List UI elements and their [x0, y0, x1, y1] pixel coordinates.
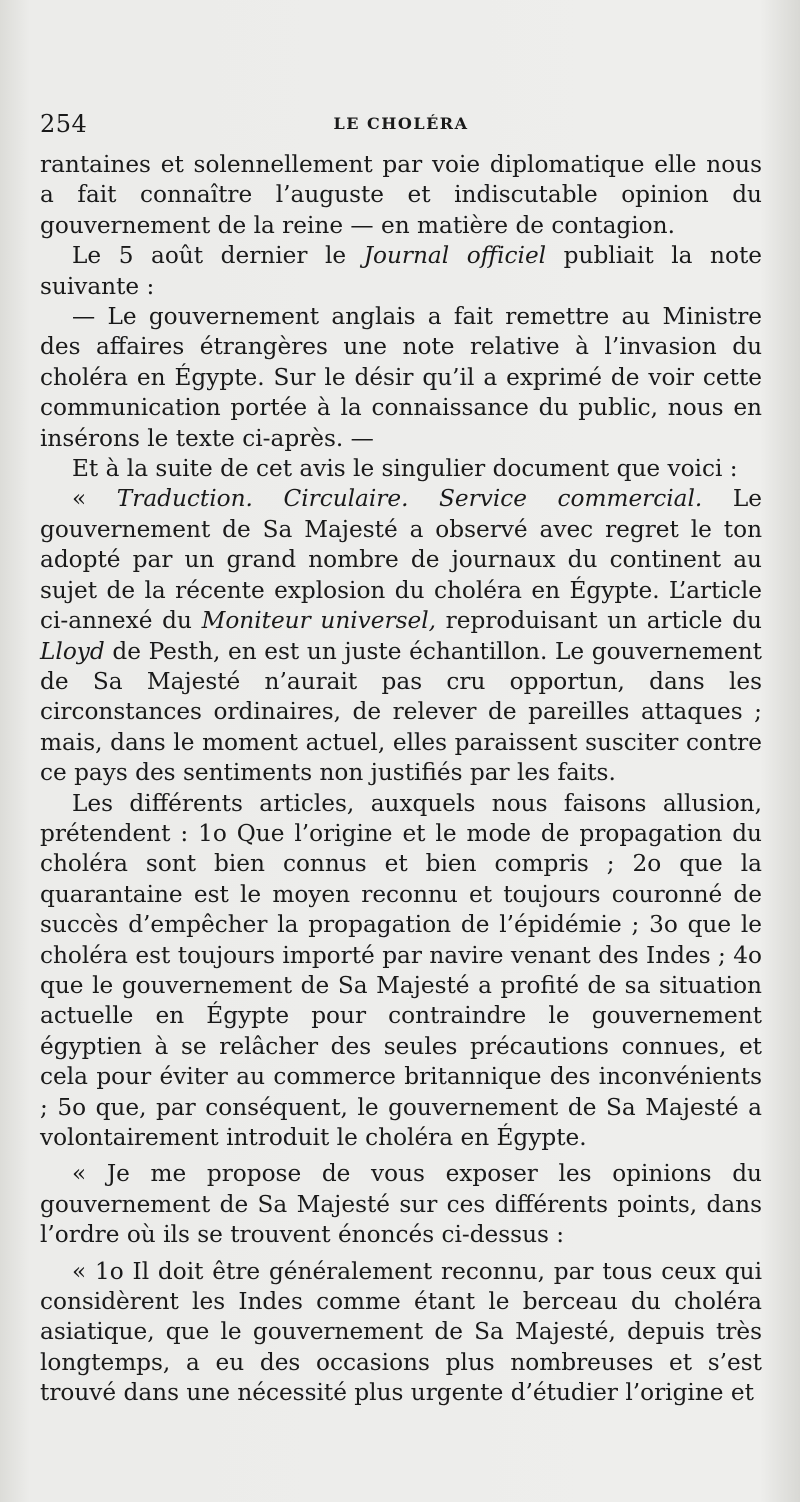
- text-run: Le 5 août dernier le: [72, 242, 364, 270]
- paragraph-continuation: rantaines et solennellement par voie diplomatique elle nous a fait connaître l’auguste et indiscutable opinion du gouvernement de la reine — en matière de contagion.: [40, 151, 762, 239]
- text-run: «: [72, 485, 117, 513]
- text-run: de Pesth, en est un juste échantillon. Le gouvernement de Sa Majesté n’aurait pas cru opportun, dans les circonstances ordinaires, de relever de pareilles attaques ; mais, dans le moment actuel, elles paraissent susciter contre ce pays des sentiments non justifiés par les faits.: [40, 637, 762, 787]
- paragraph-point-one: « 1o Il doit être généralement reconnu, par tous ceux qui considèrent les Indes comme étant le berceau du choléra asiatique, que le gouvernement de Sa Majesté, depuis très longtemps, a eu des occasions plus nombreuses et s’est trouvé dans une nécessité plus urgente d’étudier l’origine et: [40, 1257, 762, 1407]
- lloyd-title: Lloyd: [40, 637, 105, 665]
- page-number: 254: [40, 110, 88, 138]
- journal-title: Journal officiel: [363, 242, 547, 270]
- paragraph-note: — Le gouvernement anglais a fait remettre au Ministre des affaires étrangères une note relative à l’invasion du choléra en Égypte. Sur le désir qu’il a exprimé de voir cette communication portée à la connaissance du public, nous en insérons le texte ci-après. —: [40, 303, 762, 452]
- chapter-title: LE CHOLÉRA: [333, 114, 469, 133]
- paragraph-allegations: Les différents articles, auxquels nous faisons allusion, prétendent : 1o Que l’origine et le mode de propagation du choléra sont bien connus et bien compris ; 2o que la quarantaine est le moyen reconnu et toujours couronné de succès d’empêcher la propagation de l’épidémie ; 3o que le choléra est toujours importé par navire venant des Indes ; 4o que le gouvernement de Sa Majesté a profité de sa situation actuelle en Égypte pour contraindre le gouvernement égyptien à se relâcher des seules précautions connues, et cela pour éviter au commerce britannique des inconvénients ; 5o que, par conséquent, le gouvernement de Sa Majesté a volontairement introduit le choléra en Égypte.: [40, 789, 762, 1151]
- text-run: Le gouvernement de Sa Majesté a observé avec regret le ton adopté par un grand nombre de journaux du continent au sujet de la récente explosion du choléra en Égypte. L’article ci-annexé du: [40, 485, 762, 635]
- paragraph-journal-officiel: [40, 241, 762, 302]
- text-run: reproduisant un article du: [435, 607, 762, 635]
- running-head: [40, 110, 762, 144]
- moniteur-title: Moniteur universel,: [201, 607, 436, 635]
- circulaire-heading: Traduction. Circulaire. Service commercial.: [116, 485, 703, 513]
- text-run: publiait la note suivante :: [40, 242, 762, 300]
- paragraph-propose: « Je me propose de vous exposer les opinions du gouvernement de Sa Majesté sur ces différents points, dans l’ordre où ils se trouvent énoncés ci-dessus :: [40, 1160, 762, 1249]
- paragraph-document-intro: Et à la suite de cet avis le singulier document que voici :: [72, 455, 738, 483]
- body-text: [40, 150, 762, 1409]
- paragraph-circulaire: [40, 484, 762, 788]
